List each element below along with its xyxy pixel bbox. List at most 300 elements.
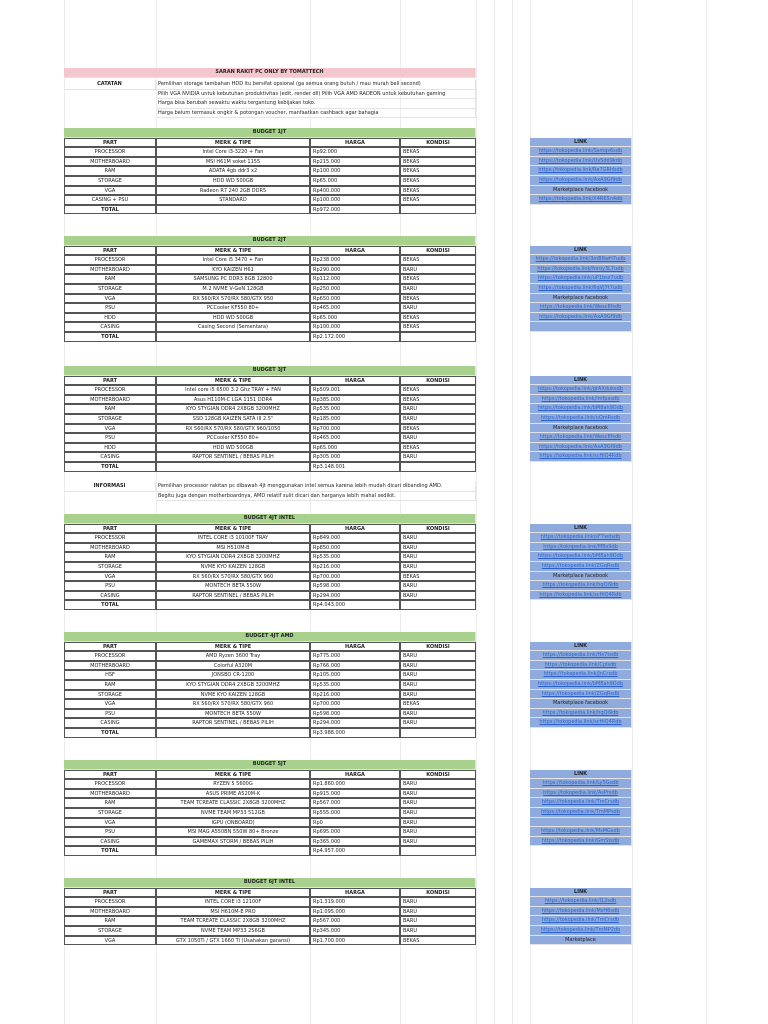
informasi-line: Pemilihan processor rakitan pc dibawah 4jt menggunakan intel semua karena lebih mudah dicari dibanding AMD. (156, 482, 476, 492)
header-kondisi: KONDISI (400, 770, 476, 780)
kondisi-cell: BEKAS (400, 195, 476, 205)
product-link[interactable]: https://tokopedia.link/3mB8wH7udb (530, 255, 632, 265)
kondisi-cell: BARU (400, 651, 476, 661)
product-link[interactable]: https://tokopedia.link/bM8ah9Ddb (530, 552, 632, 562)
header-merk: MERK & TIPE (156, 376, 310, 386)
kondisi-cell: BARU (400, 533, 476, 543)
informasi-line: Begitu juga dengan motherboardnya, AMD relatif sulit dicari dan harganya lebih mahal sedikit. (156, 492, 476, 502)
harga-cell: Rp92.000 (310, 147, 400, 157)
header-merk: MERK & TIPE (156, 246, 310, 256)
product-link[interactable]: https://tokopedia.link/Cplsdb (530, 661, 632, 671)
kondisi-cell: BARU (400, 552, 476, 562)
product-link[interactable]: https://tokopedia.link/GmStsdb (530, 837, 632, 847)
table-row (0, 651, 768, 661)
kondisi-cell: BEKAS (400, 443, 476, 453)
merk-cell: Colorful A320M (156, 661, 310, 671)
merk-cell: RX 560/RX 570/RX 580/GTX 960/1050 (156, 424, 310, 434)
table-row (0, 818, 768, 828)
catatan-line: Pilih VGA NVIDIA untuk kebutuhan produktivitas (edit, render dll) Pilih VGA AMD RADEON untuk kebutuhan gaming (156, 90, 476, 100)
product-link[interactable]: https://tokopedia.link/bM8ah9Ddb (530, 404, 632, 414)
product-link[interactable]: https://tokopedia.link/MsH6sdb (530, 907, 632, 917)
merk-cell: Intel core i5 6500 3.2 Ghz TRAY + FAN (156, 385, 310, 395)
part-cell: VGA (64, 818, 156, 828)
part-cell: STORAGE (64, 414, 156, 424)
title-row (0, 68, 768, 78)
kondisi-cell: BARU (400, 670, 476, 680)
kondisi-cell: BEKAS (400, 147, 476, 157)
product-link[interactable]: https://tokopedia.link/uQmRsdb (530, 414, 632, 424)
header-part: PART (64, 770, 156, 780)
table-row (0, 255, 768, 265)
total-blank (400, 205, 476, 215)
header-kondisi: KONDISI (400, 888, 476, 898)
total-row (0, 728, 768, 738)
kondisi-cell: BARU (400, 798, 476, 808)
total-blank (156, 600, 310, 610)
link-note: Marketplace facebook (530, 186, 632, 196)
product-link[interactable]: https://tokopedia.link/MsMGsdb (530, 827, 632, 837)
part-cell: MOTHERBOARD (64, 395, 156, 405)
merk-cell: SSD 128GB KAIZEN SATA III 2.5" (156, 414, 310, 424)
total-blank (400, 462, 476, 472)
merk-cell: RAPTOR SENTINEL / BEBAS PILIH (156, 452, 310, 462)
total-blank (400, 846, 476, 856)
kondisi-cell: BARU (400, 709, 476, 719)
part-cell: PSU (64, 827, 156, 837)
harga-cell: Rp100.000 (310, 195, 400, 205)
merk-cell: AMD Ryzen 3600 Tray (156, 651, 310, 661)
harga-cell: Rp695.000 (310, 827, 400, 837)
part-cell: CASING (64, 452, 156, 462)
part-cell: VGA (64, 936, 156, 946)
merk-cell: ASUS PRIME A520M-K (156, 789, 310, 799)
total-blank (156, 728, 310, 738)
build-title: BUDGET 2JT (64, 236, 476, 246)
table-row (0, 452, 768, 462)
harga-cell: Rp775.000 (310, 651, 400, 661)
merk-cell: MSI H510M-B (156, 543, 310, 553)
total-row (0, 600, 768, 610)
table-row (0, 916, 768, 926)
harga-cell: Rp305.000 (310, 452, 400, 462)
informasi-row (0, 482, 768, 492)
harga-cell: Rp65.000 (310, 176, 400, 186)
merk-cell: PCCooler KF550 80+ (156, 433, 310, 443)
header-link: LINK (530, 376, 632, 386)
part-cell: PSU (64, 709, 156, 719)
merk-cell: PCCooler KF550 80+ (156, 303, 310, 313)
harga-cell: Rp100.000 (310, 166, 400, 176)
product-link[interactable]: https://tokopedia.link/Uv5dd9kdb (530, 157, 632, 167)
part-cell: CASING + PSU (64, 195, 156, 205)
kondisi-cell: BEKAS (400, 186, 476, 196)
catatan-row (0, 90, 768, 100)
harga-cell: Rp216.000 (310, 690, 400, 700)
part-cell: STORAGE (64, 562, 156, 572)
kondisi-cell: BARU (400, 808, 476, 818)
harga-cell: Rp700.000 (310, 572, 400, 582)
kondisi-cell: BEKAS (400, 157, 476, 167)
kondisi-cell: BARU (400, 907, 476, 917)
total-row (0, 462, 768, 472)
build-header-row (0, 642, 768, 652)
table-row (0, 533, 768, 543)
kondisi-cell: BARU (400, 827, 476, 837)
build-title: BUDGET 6JT INTEL (64, 878, 476, 888)
merk-cell: Asus H110M-C LGA 1151 DDR4 (156, 395, 310, 405)
merk-cell: KYO STYGIAN DDR4 2X8GB 3200MHZ (156, 552, 310, 562)
merk-cell: TEAM TCREATE CLASSIC 2X8GB 3200MHZ (156, 798, 310, 808)
merk-cell: RX 560/RX 570/RX 580/GTX 950 (156, 294, 310, 304)
informasi-row (0, 492, 768, 502)
part-cell: CASING (64, 591, 156, 601)
product-link[interactable]: https://tokopedia.link/Ra7GRhbdb (530, 166, 632, 176)
harga-cell: Rp185.000 (310, 414, 400, 424)
harga-cell: Rp216.000 (310, 562, 400, 572)
product-link[interactable]: https://tokopedia.link/hqQi9db (530, 709, 632, 719)
part-cell: STORAGE (64, 808, 156, 818)
link-note: Marketplace facebook (530, 294, 632, 304)
link-note: Marketplace (530, 936, 632, 946)
table-row (0, 827, 768, 837)
table-row (0, 907, 768, 917)
total-blank (156, 332, 310, 342)
part-cell: CASING (64, 837, 156, 847)
merk-cell: M.2 NVME V-GeN 128GB (156, 284, 310, 294)
kondisi-cell: BARU (400, 452, 476, 462)
product-link[interactable]: https://tokopedia.link/lmfpxsdb (530, 395, 632, 405)
table-row (0, 443, 768, 453)
link-note (530, 322, 632, 332)
kondisi-cell: BEKAS (400, 385, 476, 395)
harga-cell: Rp250.000 (310, 284, 400, 294)
table-row (0, 433, 768, 443)
table-row (0, 385, 768, 395)
header-part: PART (64, 524, 156, 534)
product-link[interactable]: https://tokopedia.link/TmCrsdb (530, 798, 632, 808)
part-cell: RAM (64, 552, 156, 562)
merk-cell: RYZEN 5 5600G (156, 779, 310, 789)
harga-cell: Rp650.000 (310, 294, 400, 304)
product-link[interactable]: https://tokopedia.link/AxA9Gf9db (530, 313, 632, 323)
link-note: Marketplace facebook (530, 572, 632, 582)
product-link[interactable]: https://tokopedia.link/fnroy3L7udb (530, 265, 632, 275)
header-kondisi: KONDISI (400, 642, 476, 652)
table-row (0, 779, 768, 789)
kondisi-cell: BARU (400, 661, 476, 671)
product-link[interactable]: https://tokopedia.link/6qVJ7t7udb (530, 284, 632, 294)
header-link: LINK (530, 524, 632, 534)
part-cell: RAM (64, 680, 156, 690)
table-row (0, 274, 768, 284)
merk-cell: Intel Core i5 3470 + Fan (156, 255, 310, 265)
header-part: PART (64, 888, 156, 898)
harga-cell: Rp465.000 (310, 303, 400, 313)
part-cell: MOTHERBOARD (64, 543, 156, 553)
part-cell: PROCESSOR (64, 385, 156, 395)
part-cell: PROCESSOR (64, 147, 156, 157)
product-link[interactable]: https://tokopedia.link/scHiQ4Rdb (530, 452, 632, 462)
harga-cell: Rp112.000 (310, 274, 400, 284)
table-row (0, 404, 768, 414)
part-cell: MOTHERBOARD (64, 157, 156, 167)
header-merk: MERK & TIPE (156, 770, 310, 780)
header-kondisi: KONDISI (400, 246, 476, 256)
product-link[interactable]: https://tokopedia.link/AsPrsdb (530, 789, 632, 799)
merk-cell: IGPU (ONBOARD) (156, 818, 310, 828)
kondisi-cell: BARU (400, 543, 476, 553)
product-link[interactable]: https://tokopedia.link/hqQi9db (530, 581, 632, 591)
kondisi-cell: BEKAS (400, 424, 476, 434)
harga-cell: Rp700.000 (310, 699, 400, 709)
merk-cell: NVME TEAM MP33 256GB (156, 926, 310, 936)
merk-cell: NVME TEAM MP33 512GB (156, 808, 310, 818)
catatan-row (0, 99, 768, 109)
build-title: BUDGET 3JT (64, 366, 476, 376)
link-note: Marketplace facebook (530, 699, 632, 709)
table-row (0, 709, 768, 719)
table-row (0, 284, 768, 294)
part-cell: RAM (64, 274, 156, 284)
kondisi-cell: BEKAS (400, 274, 476, 284)
kondisi-cell: BEKAS (400, 936, 476, 946)
kondisi-cell: BARU (400, 916, 476, 926)
kondisi-cell: BARU (400, 404, 476, 414)
harga-cell: Rp385.000 (310, 395, 400, 405)
product-link[interactable]: https://tokopedia.link/ZGqRsdb (530, 562, 632, 572)
total-blank (400, 600, 476, 610)
catatan-row (0, 80, 768, 90)
harga-cell: Rp567.000 (310, 916, 400, 926)
table-row (0, 186, 768, 196)
total-label: TOTAL (64, 728, 156, 738)
table-row (0, 294, 768, 304)
build-header-row (0, 376, 768, 386)
kondisi-cell: BARU (400, 284, 476, 294)
table-row (0, 670, 768, 680)
harga-cell: Rp0 (310, 818, 400, 828)
product-link[interactable]: https://tokopedia.link/AxA9Gf9db (530, 176, 632, 186)
harga-cell: Rp65.000 (310, 313, 400, 323)
merk-cell: HDD WD 500GB (156, 443, 310, 453)
part-cell: PSU (64, 581, 156, 591)
kondisi-cell: BARU (400, 303, 476, 313)
merk-cell: MONTECH BETA 550W (156, 581, 310, 591)
build-title: BUDGET 1JT (64, 128, 476, 138)
kondisi-cell: BEKAS (400, 255, 476, 265)
kondisi-cell: BARU (400, 433, 476, 443)
merk-cell: JONSBO CR-1200 (156, 670, 310, 680)
header-harga: HARGA (310, 642, 400, 652)
kondisi-cell: BEKAS (400, 166, 476, 176)
product-link[interactable]: https://tokopedia.link/I12sdb (530, 897, 632, 907)
table-row (0, 572, 768, 582)
build-header-row (0, 770, 768, 780)
build-title-row (0, 632, 768, 642)
product-link[interactable]: https://tokopedia.link/MBs9db (530, 543, 632, 553)
catatan-label: CATATAN (64, 80, 156, 90)
table-row (0, 157, 768, 167)
build-header-row (0, 138, 768, 148)
part-cell: VGA (64, 572, 156, 582)
harga-cell: Rp400.000 (310, 186, 400, 196)
product-link[interactable]: https://tokopedia.link/Ly5Gsdb (530, 779, 632, 789)
table-row (0, 562, 768, 572)
total-label: TOTAL (64, 462, 156, 472)
build-title-row (0, 760, 768, 770)
harga-cell: Rp555.000 (310, 808, 400, 818)
merk-cell: STANDARD (156, 195, 310, 205)
total-value: Rp972.000 (310, 205, 400, 215)
total-row (0, 332, 768, 342)
part-cell: CASING (64, 718, 156, 728)
table-row (0, 543, 768, 553)
total-value: Rp3.988.000 (310, 728, 400, 738)
table-row (0, 147, 768, 157)
table-row (0, 581, 768, 591)
total-blank (156, 205, 310, 215)
part-cell: STORAGE (64, 176, 156, 186)
table-row (0, 591, 768, 601)
catatan-line: Harga belum termasuk ongkir & potongan voucher, manfaatkan cashback agar bahagia (156, 109, 476, 119)
sheet-title: SARAN RAKIT PC ONLY BY TOMATTECH (64, 68, 476, 78)
part-cell: VGA (64, 699, 156, 709)
part-cell: HSF (64, 670, 156, 680)
build-header-row (0, 246, 768, 256)
header-link: LINK (530, 888, 632, 898)
table-row (0, 798, 768, 808)
build-title-row (0, 128, 768, 138)
harga-cell: Rp766.000 (310, 661, 400, 671)
total-blank (400, 728, 476, 738)
build-title: BUDGET 5JT (64, 760, 476, 770)
table-row (0, 176, 768, 186)
link-note (530, 818, 632, 828)
catatan-line: Pemilihan storage tambahan HDD itu bersifat opsional (ga semua orang butuh / mau murah beli second) (156, 80, 476, 90)
table-row (0, 699, 768, 709)
part-cell: VGA (64, 294, 156, 304)
total-row (0, 205, 768, 215)
product-link[interactable]: https://tokopedia.link/AxA9Gf9db (530, 443, 632, 453)
harga-cell: Rp535.000 (310, 680, 400, 690)
header-merk: MERK & TIPE (156, 524, 310, 534)
table-row (0, 661, 768, 671)
total-label: TOTAL (64, 846, 156, 856)
harga-cell: Rp850.000 (310, 543, 400, 553)
harga-cell: Rp294.000 (310, 591, 400, 601)
part-cell: PSU (64, 433, 156, 443)
merk-cell: Intel Core i3-3220 + Fan (156, 147, 310, 157)
kondisi-cell: BEKAS (400, 699, 476, 709)
catatan-line: Harga bisa berubah sewaktu waktu tergantung kebijakan toko. (156, 99, 476, 109)
product-link[interactable]: https://tokopedia.link/TmMP2db (530, 926, 632, 936)
table-row (0, 690, 768, 700)
product-link[interactable]: https://tokopedia.link/Wesc8fsdb (530, 303, 632, 313)
harga-cell: Rp598.000 (310, 709, 400, 719)
kondisi-cell: BARU (400, 779, 476, 789)
catatan-row (0, 109, 768, 119)
table-row (0, 789, 768, 799)
product-link[interactable]: https://tokopedia.link/scHiQ4Rdb (530, 591, 632, 601)
kondisi-cell: BARU (400, 562, 476, 572)
total-value: Rp4.043.000 (310, 600, 400, 610)
kondisi-cell: BARU (400, 414, 476, 424)
harga-cell: Rp509.001 (310, 385, 400, 395)
kondisi-cell: BEKAS (400, 176, 476, 186)
merk-cell: INTEL CORE i3 12100F (156, 897, 310, 907)
build-title-row (0, 236, 768, 246)
table-row (0, 313, 768, 323)
harga-cell: Rp1.860.000 (310, 779, 400, 789)
total-value: Rp2.172.000 (310, 332, 400, 342)
product-link[interactable]: https://tokopedia.link/TmCrsdb (530, 916, 632, 926)
total-blank (156, 462, 310, 472)
product-link[interactable]: https://tokopedia.link/ZGqRsdb (530, 690, 632, 700)
part-cell: PROCESSOR (64, 779, 156, 789)
total-label: TOTAL (64, 205, 156, 215)
total-value: Rp4.957.000 (310, 846, 400, 856)
harga-cell: Rp915.000 (310, 789, 400, 799)
header-merk: MERK & TIPE (156, 138, 310, 148)
harga-cell: Rp567.000 (310, 798, 400, 808)
part-cell: RAM (64, 404, 156, 414)
header-harga: HARGA (310, 888, 400, 898)
merk-cell: SAMSUNG PC DDR3 8GB 12800 (156, 274, 310, 284)
table-row (0, 303, 768, 313)
product-link[interactable]: https://tokopedia.link/TmMPsdb (530, 808, 632, 818)
part-cell: RAM (64, 798, 156, 808)
kondisi-cell: BARU (400, 265, 476, 275)
header-link: LINK (530, 246, 632, 256)
product-link[interactable]: https://tokopedia.link/Hx7tsdb (530, 651, 632, 661)
build-header-row (0, 888, 768, 898)
part-cell: CASING (64, 322, 156, 332)
product-link[interactable]: https://tokopedia.link/X4R6Sn4db (530, 195, 632, 205)
part-cell: PROCESSOR (64, 897, 156, 907)
product-link[interactable]: https://tokopedia.link/Wesc8fsdb (530, 433, 632, 443)
table-row (0, 195, 768, 205)
header-part: PART (64, 138, 156, 148)
table-row (0, 897, 768, 907)
product-link[interactable]: https://tokopedia.link/gtAXduksdb (530, 385, 632, 395)
build-title: BUDGET 4JT AMD (64, 632, 476, 642)
part-cell: VGA (64, 424, 156, 434)
kondisi-cell: BARU (400, 718, 476, 728)
product-link[interactable]: https://tokopedia.link/bM8ah9Ddb (530, 680, 632, 690)
product-link[interactable]: https://tokopedia.link/JnCrsdb (530, 670, 632, 680)
kondisi-cell: BEKAS (400, 322, 476, 332)
merk-cell: MSI H610M-E PRO (156, 907, 310, 917)
merk-cell: INTEL CORE i3 10100F TRAY (156, 533, 310, 543)
header-merk: MERK & TIPE (156, 642, 310, 652)
header-part: PART (64, 642, 156, 652)
product-link[interactable]: https://tokopedia.link/uP1bsz7udb (530, 274, 632, 284)
part-cell: STORAGE (64, 926, 156, 936)
harga-cell: Rp465.000 (310, 433, 400, 443)
merk-cell: GTX 1050Ti / GTX 1660 Ti (Usahakan garansi) (156, 936, 310, 946)
header-kondisi: KONDISI (400, 524, 476, 534)
header-part: PART (64, 376, 156, 386)
total-row (0, 846, 768, 856)
product-link[interactable]: https://tokopedia.link/Ssmqs6sdb (530, 147, 632, 157)
build-title-row (0, 878, 768, 888)
header-kondisi: KONDISI (400, 376, 476, 386)
product-link[interactable]: https://tokopedia.link/sF7wdsdb (530, 533, 632, 543)
product-link[interactable]: https://tokopedia.link/scHiQ4Rdb (530, 718, 632, 728)
build-title-row (0, 514, 768, 524)
header-harga: HARGA (310, 138, 400, 148)
merk-cell: Radeon R7 240 2GB DDR5 (156, 186, 310, 196)
